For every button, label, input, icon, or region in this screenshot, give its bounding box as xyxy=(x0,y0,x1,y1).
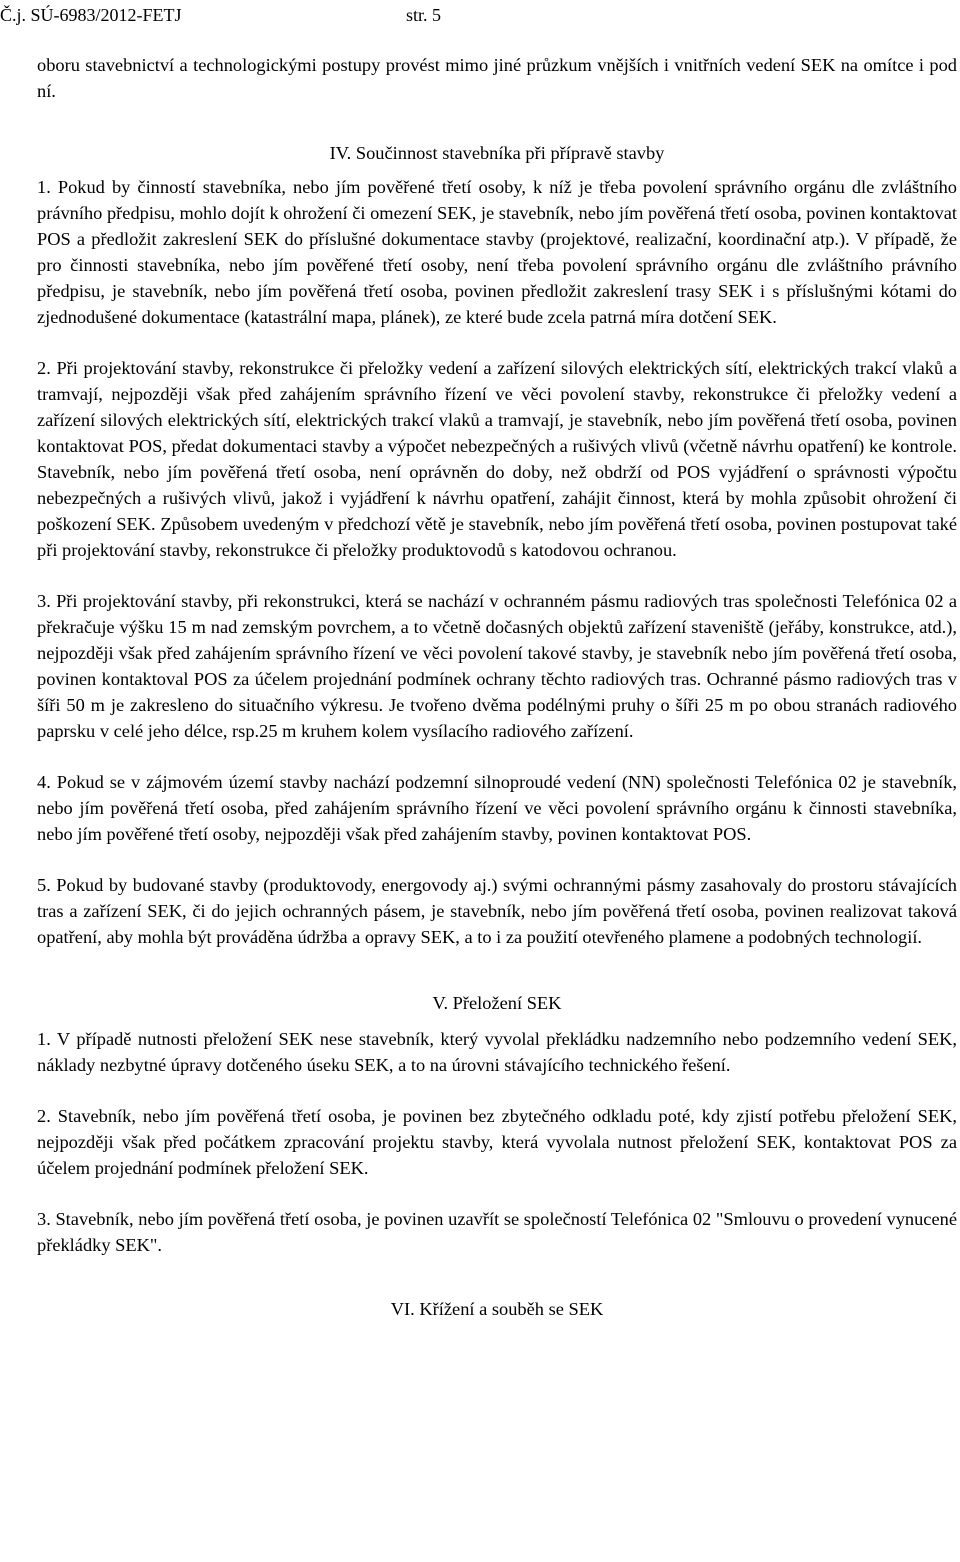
section-v-item-1: 1. V případě nutnosti přeložení SEK nese stavebník, který vyvolal překládku nadzemního nebo podzemního vedení SEK, náklady nezbytné úpravy dotčeného úseku SEK, a to na úrovni stávajícího technického řešení. xyxy=(37,1029,957,1075)
section-v-item-2: 2. Stavebník, nebo jím pověřená třetí osoba, je povinen bez zbytečného odkladu poté, kdy zjistí potřebu přeložení SEK, nejpozději však před počátkem zpracování projektu stavby, která vyvolala nutnost přeložení SEK, kontaktovat POS za účelem projednání podmínek přeložení SEK. xyxy=(37,1106,957,1178)
section-iv-item-4: 4. Pokud se v zájmovém území stavby nachází podzemní silnoproudé vedení (NN) společnosti Telefónica 02 je stavebník, nebo jím pověřená třetí osoba, před zahájením správního řízení ve věci povolení správního orgánu k činnosti stavebníka, nebo jím pověřené třetí osoby, nejpozději však před zahájením stavby, povinen kontaktovat POS. xyxy=(37,772,957,844)
section-iv-item-2: 2. Při projektování stavby, rekonstrukce či přeložky vedení a zařízení silových elektrických sítí, elektrických trakcí vlaků a tramvají, nejpozději však před zahájením správního řízení ve věci povolení stavby, rekonstrukce či přeložky vedení a zařízení silových elektrických sítí, elektrických trakcí vlaků a tramvají, je stavebník, nebo jím pověřená třetí osoba, povinen kontaktovat POS, předat dokumentaci stavby a výpočet nebezpečných a rušivých vlivů (včetně návrhu opatření) ke kontrole. Stavebník, nebo jím pověřená třetí osoba, není oprávněn do doby, než obdrží od POS vyjádření o správnosti výpočtu nebezpečných a rušivých vlivů, jakož i vyjádření k návrhu opatření, zahájit činnost, která by mohla způsobit ohrožení či poškození SEK. Způsobem uvedeným v předchozí větě je stavebník, nebo jím pověřená třetí osoba, povinen postupovat také při projektování stavby, rekonstrukce či přeložky produktovodů s katodovou ochranou. xyxy=(37,358,957,560)
page-header xyxy=(0,4,442,26)
section-iv-heading: IV. Součinnost stavebníka při přípravě stavby xyxy=(329,143,665,163)
section-v-heading: V. Přeložení SEK xyxy=(432,993,562,1013)
intro-paragraph: oboru stavebnictví a technologickými postupy provést mimo jiné průzkum vnějších i vnitřních vedení SEK na omítce i pod ní. xyxy=(37,55,957,101)
section-iv-item-5: 5. Pokud by budované stavby (produktovody, energovody aj.) svými ochrannými pásmy zasahovaly do prostoru stávajících tras a zařízení SEK, či do jejich ochranných pásem, je stavebník, nebo jím pověřená třetí osoba, povinen realizovat taková opatření, aby mohla být prováděna údržba a opravy SEK, a to i za použití otevřeného plamene a podobných technologií. xyxy=(37,875,957,947)
document-body xyxy=(37,52,957,1322)
section-iv-item-1: 1. Pokud by činností stavebníka, nebo jím pověřené třetí osoby, k níž je třeba povolení správního orgánu dle zvláštního právního předpisu, mohlo dojít k ohrožení či omezení SEK, je stavebník, nebo jím pověřená třetí osoba, povinen kontaktovat POS a předložit zakreslení SEK do příslušné dokumentace stavby (projektové, realizační, koordinační atp.). V případě, že pro činnosti stavebníka, nebo jím pověřené třetí osoby, není třeba povolení správního orgánu dle zvláštního právního předpisu, je stavebník, nebo jím pověřená třetí osoba, povinen předložit zakreslení trasy SEK i s příslušnými kótami do zjednodušené dokumentace (katastrální mapa, plánek), ze které bude zcela patrná míra dotčení SEK. xyxy=(37,177,957,327)
section-v-item-3: 3. Stavebník, nebo jím pověřená třetí osoba, je povinen uzavřít se společností Telefónica 02 "Smlouvu o provedení vynucené překládky SEK". xyxy=(37,1209,957,1255)
page-number: str. 5 xyxy=(406,5,442,25)
section-vi-heading: VI. Křížení a souběh se SEK xyxy=(390,1299,604,1319)
document-reference: Č.j. SÚ-6983/2012-FETJ xyxy=(0,5,182,25)
section-iv-item-3: 3. Při projektování stavby, při rekonstrukci, která se nachází v ochranném pásmu radiových tras společnosti Telefónica 02 a překračuje výšku 15 m nad zemským povrchem, a to včetně dočasných objektů zařízení staveniště (jeřáby, konstrukce, atd.), nejpozději však před zahájením správního řízení ve věci povolení takové stavby, je stavebník nebo jím pověřená třetí osoba, povinen kontaktoval POS za účelem projednání podmínek ochrany těchto radiových tras. Ochranné pásmo radiových tras v šíři 50 m je zakresleno do situačního výkresu. Je tvořeno dvěma podélnými pruhy o šíři 25 m po obou stranách radiového paprsku v celé jeho délce, rsp.25 m kruhem kolem vysílacího radiového zařízení. xyxy=(37,591,957,741)
